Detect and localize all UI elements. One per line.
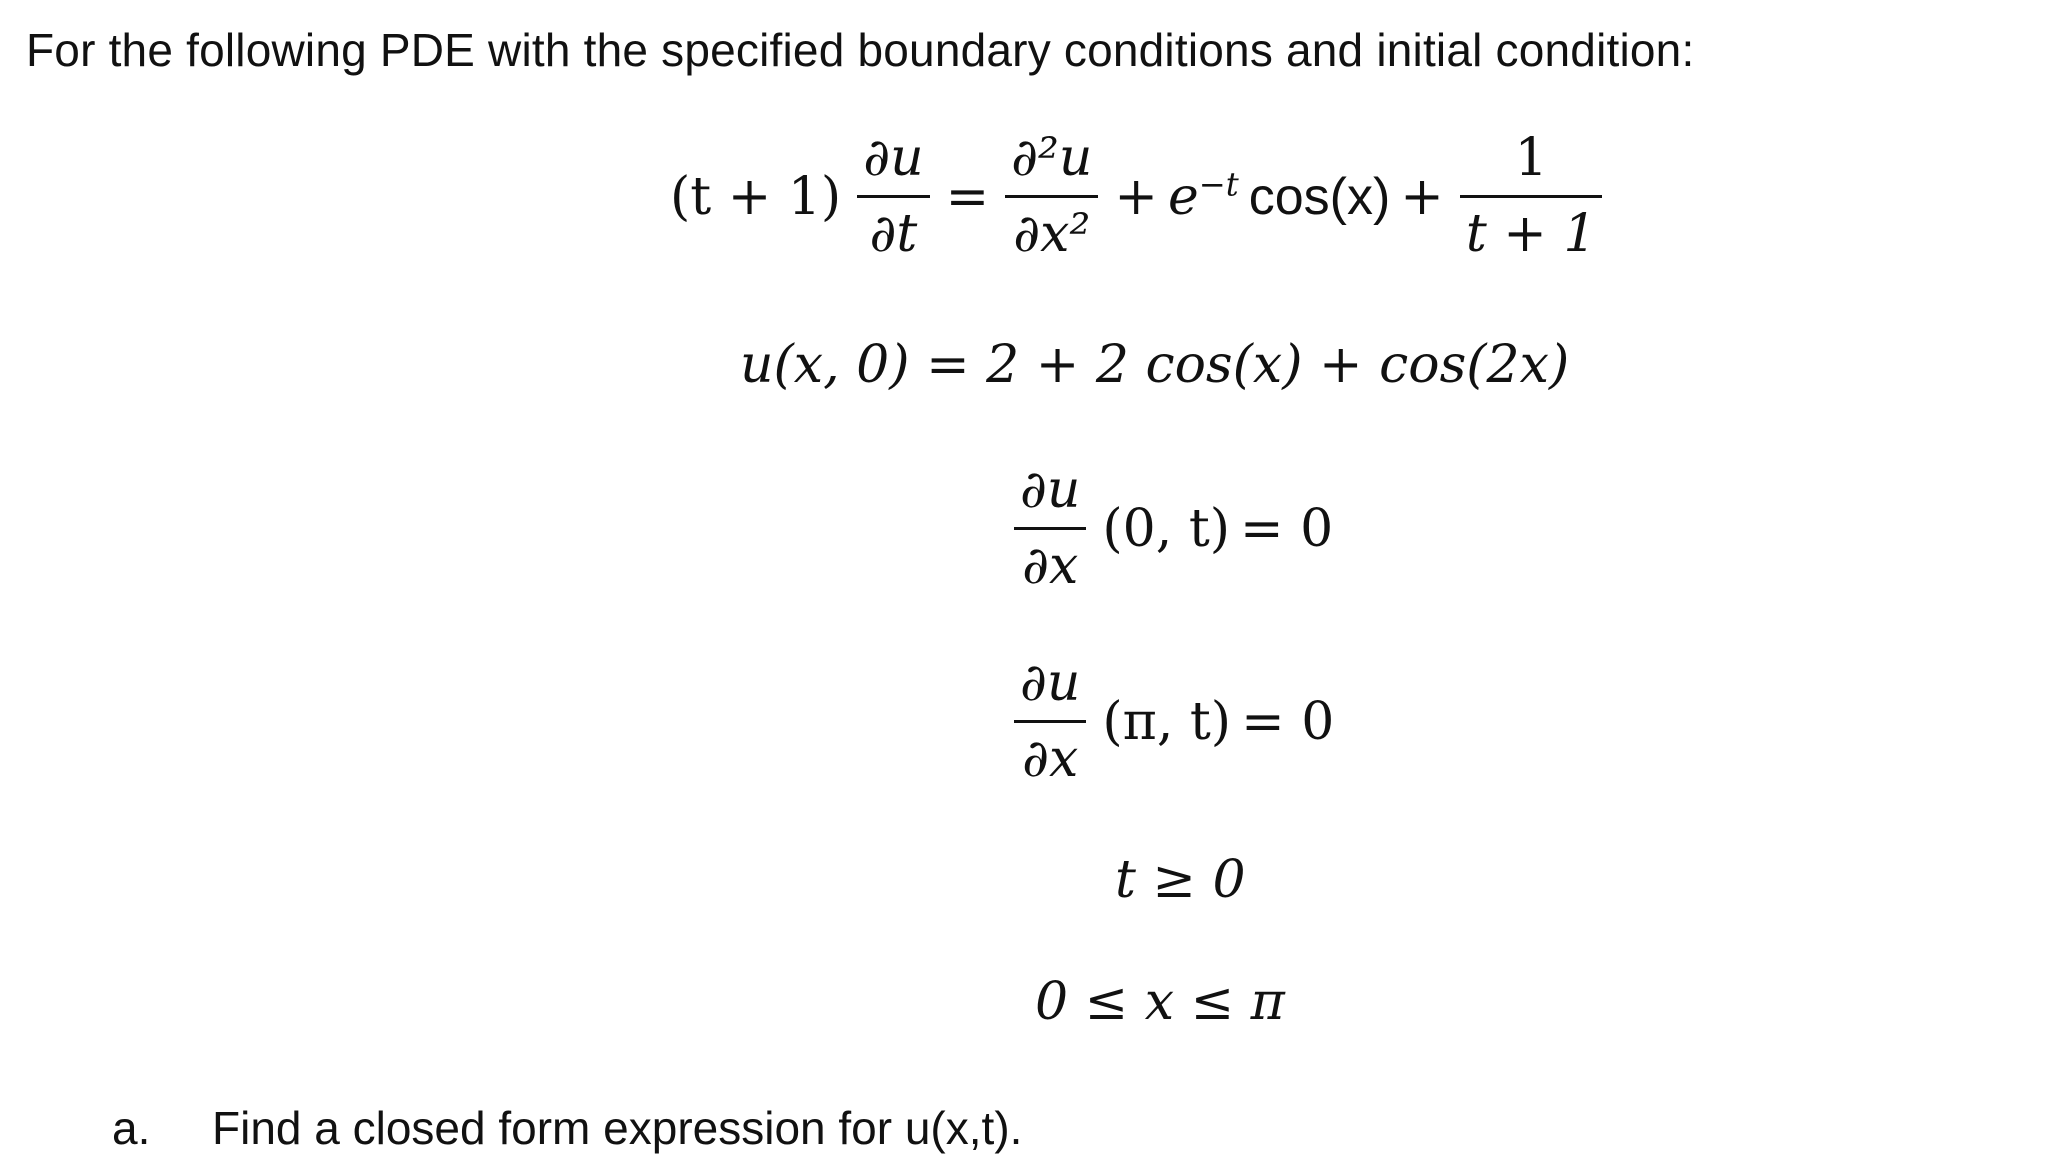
question-label: a. bbox=[112, 1102, 151, 1154]
boundary-condition-left bbox=[1008, 462, 1333, 595]
pde-d2u-dx2-bar bbox=[1005, 195, 1098, 198]
space-constraint bbox=[1035, 972, 1285, 1032]
space-constraint-text: 0 ≤ x ≤ π bbox=[1035, 972, 1285, 1032]
bc-left-du-dx-fraction bbox=[1014, 462, 1086, 595]
time-constraint-text: t ≥ 0 bbox=[1115, 850, 1246, 910]
pde-equation bbox=[670, 130, 1608, 263]
pde-d2u: ∂²u bbox=[1011, 128, 1093, 188]
pde-plus-1: + bbox=[1114, 166, 1158, 227]
pde-reciprocal-fraction bbox=[1460, 130, 1603, 263]
bc-left-du: ∂u bbox=[1020, 460, 1081, 520]
pde-exp-power: −t bbox=[1198, 165, 1239, 204]
bc-right-rhs: = 0 bbox=[1241, 691, 1335, 752]
pde-du-dt-fraction bbox=[857, 130, 929, 263]
bc-left-rhs: = 0 bbox=[1240, 498, 1334, 559]
boundary-condition-right bbox=[1008, 655, 1334, 788]
pde-du: ∂u bbox=[863, 128, 924, 188]
bc-right-bar bbox=[1014, 720, 1086, 723]
bc-left-arg: (0, t) bbox=[1102, 498, 1231, 559]
pde-exp-base: e bbox=[1167, 166, 1199, 227]
pde-dt: ∂t bbox=[869, 204, 918, 265]
pde-dx2: ∂x² bbox=[1013, 204, 1091, 265]
pde-frac-bar bbox=[1460, 195, 1603, 198]
bc-right-du: ∂u bbox=[1020, 653, 1081, 713]
pde-exp-term bbox=[1168, 167, 1239, 227]
bc-right-du-dx-fraction bbox=[1014, 655, 1086, 788]
pde-du-dt-bar bbox=[857, 195, 929, 198]
pde-lhs-factor: (t + 1) bbox=[670, 166, 842, 227]
bc-right-dx: ∂x bbox=[1022, 729, 1079, 790]
pde-cos-term: cos(x) bbox=[1248, 167, 1391, 226]
time-constraint bbox=[1115, 850, 1246, 910]
pde-frac-den: t + 1 bbox=[1465, 204, 1597, 265]
pde-d2u-dx2-fraction bbox=[1005, 130, 1098, 263]
initial-condition bbox=[740, 335, 1569, 395]
intro-text: For the following PDE with the specified boundary conditions and initial condition: bbox=[26, 24, 1695, 76]
pde-equals: = bbox=[945, 166, 990, 227]
pde-frac-num: 1 bbox=[1514, 128, 1548, 188]
initial-condition-text: u(x, 0) = 2 + 2 cos(x) + cos(2x) bbox=[740, 335, 1570, 395]
bc-left-bar bbox=[1014, 527, 1086, 530]
pde-plus-2: + bbox=[1400, 166, 1444, 227]
bc-left-dx: ∂x bbox=[1022, 536, 1079, 597]
question-text: Find a closed form expression for u(x,t). bbox=[212, 1102, 1023, 1154]
bc-right-arg: (π, t) bbox=[1102, 691, 1232, 752]
